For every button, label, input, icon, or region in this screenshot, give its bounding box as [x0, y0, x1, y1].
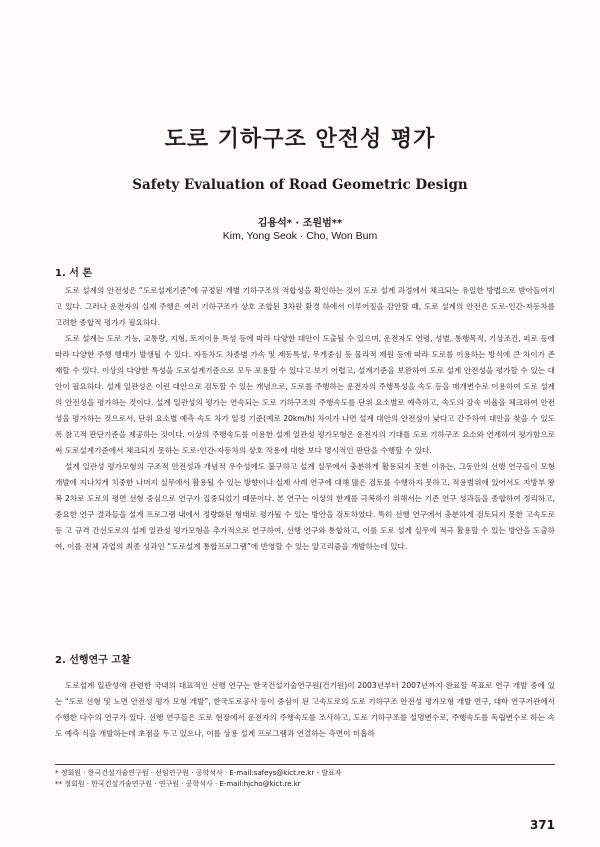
- footnotes: [55, 768, 555, 790]
- section-2-heading: 2. 선행연구 고찰: [55, 655, 131, 666]
- paper-title-english: Safety Evaluation of Road Geometric Design: [132, 177, 468, 193]
- paper-title-korean: 도로 기하구조 안전성 평가: [164, 127, 436, 152]
- authors-korean: 김용석* · 조원범**: [257, 218, 343, 229]
- footnote-divider: [55, 764, 555, 765]
- page-number: 371: [529, 818, 555, 832]
- authors-english: Kim, Yong Seok · Cho, Won Bum: [222, 230, 378, 242]
- section-1-paragraph-3: 설계 일관성 평가모형의 구조적 안전성과 개념적 우수성에도 불구하고 설계 실무에서 충분하게 활용되지 못한 이유는, 그동안의 선행 연구들이 모형 개발에 지나치게 치중한 나머지 실무에서 활용될 수 있는 방향이나 실제 사례 연구에 대해 많은 검토를 수행하지 못하고, 적용범위에 있어서도 지방부 왕복 2차로 도로의 평면 선형 중심으로 연구가 집중되었기 때문이다. 본 연구는 이상의 한계를 극복하기 위해서는 기존 연구 성과들을 종합하여 정리하고, 중요한 연구 결과들을 설계 프로그램 내에서 정량화된 형태로 평가될 수 있는 방안을 검토하였다. 특히 선행 연구에서 충분하게 검토되지 못한 고속도로 등 고 규격 간선도로의 설계 일관성 평가모형을 추가적으로 연구하여, 선행 연구와 통합하고, 이를 도로 설계 실무에 적극 활용할 수 있는 방안을 도출하여, 이를 전체 과업의 최종 성과인 “도로설계 통합프로그램”에 반영할 수 있는 알고리즘을 개발하는데 있다.: [55, 462, 555, 551]
- section-2-paragraph-1: 도로설계 일관성에 관련한 국내의 대표적인 선행 연구는 한국건설기술연구원(건기원)이 2003년부터 2007년까지 완료할 목표로 연구 개발 중에 있는 “도로 선형 및 노면 안전성 평가 모형 개발”, 한국도로공사 등이 중심이 된 고속도로의 도로 기하구조 안전성 평가모형 개발 연구, 대학 연구기관에서 수행한 다수의 연구가 있다. 선행 연구들은 도로 현장에서 운전자의 주행속도를 조사하고, 도로 기하구조를 설명변수로, 주행속도를 독립변수로 하는 속도 예측 식을 개발하는데 초점을 두고 있으나, 이를 상용 설계 프로그램과 연결하는 측면이 미흡하: [55, 681, 555, 738]
- section-2-body: [55, 678, 555, 742]
- section-1-paragraph-1: 도로 설계의 안전성은 “도로설계기준”에 규정된 개별 기하구조의 적합성을 확인하는 것이 도로 설계 과정에서 체크되는 유일한 방법으로 받아들여지고 있다. 그러나 운전자의 실제 주행은 여러 기하구조가 상호 조합된 3차원 환경 하에서 이루어짐을 감안할 때, 도로 설계의 안전은 도로-인간-자동차를 고려한 종합적 평가가 필요하다.: [55, 286, 555, 327]
- section-1-body: [55, 283, 555, 555]
- footnote-2: ** 정회원 · 한국건설기술연구원 · 연구원 · 공학석사 · E-mail:hjcho@kict.re.kr: [55, 780, 301, 788]
- footnote-1: * 정회원 · 한국건설기술연구원 · 선임연구원 · 공학석사 · E-mail:safeys@kict.re.kr - 발표자: [55, 769, 342, 777]
- section-1-heading: 1. 서 론: [55, 268, 93, 279]
- section-1-paragraph-2: 도로 설계는 도로 기능, 교통량, 지형, 토지이용 특성 등에 따라 다양한 대안이 도출될 수 있으며, 운전자도 연령, 성별, 통행목적, 기상조건, 피로 등에 따라 다양한 주행 행태가 발생될 수 있다. 자동차도 차종별 가속 및 제동특성, 무게중심 등 물리적 제원 등에 따라 도로를 이용하는 방식에 큰 차이가 존재할 수 있다. 이상의 다양한 특성을 도로설계기준으로 모두 포용할 수 있다고 보기 어렵고, 설계기준을 보완하여 도로 설계 안전성을 평가할 수 있는 대안이 필요하다. 설계 일관성은 이런 대안으로 검토할 수 있는 개념으로, 도로를 주행하는 운전자의 주행특성을 속도 등을 매개변수로 이용하여 도로 설계의 안전성을 평가하는 것이다. 설계 일관성의 평가는 연속되는 도로 기하구조의 주행속도를 단위 요소별로 예측하고, 속도의 감속 비율을 체크하여 안전성을 평가하는 것으로서, 단위 요소별 예측 속도 차가 일정 기준(예로 20km/h) 차이가 나면 설계 대안의 안전성이 낮다고 간주하여 대안을 찾을 수 있도록 참고적 판단기준을 제공하는 것이다. 이상의 주행속도를 이용한 설계 일관성 평가모형은 운전자의 기대를 도로 기하구조 요소와 연계하여 평가함으로써 도로설계기준에서 체크되지 못하는 도로-인간-자동차의 상호 작용에 대한 보다 명시적인 판단을 수행할 수 있다.: [55, 334, 555, 455]
